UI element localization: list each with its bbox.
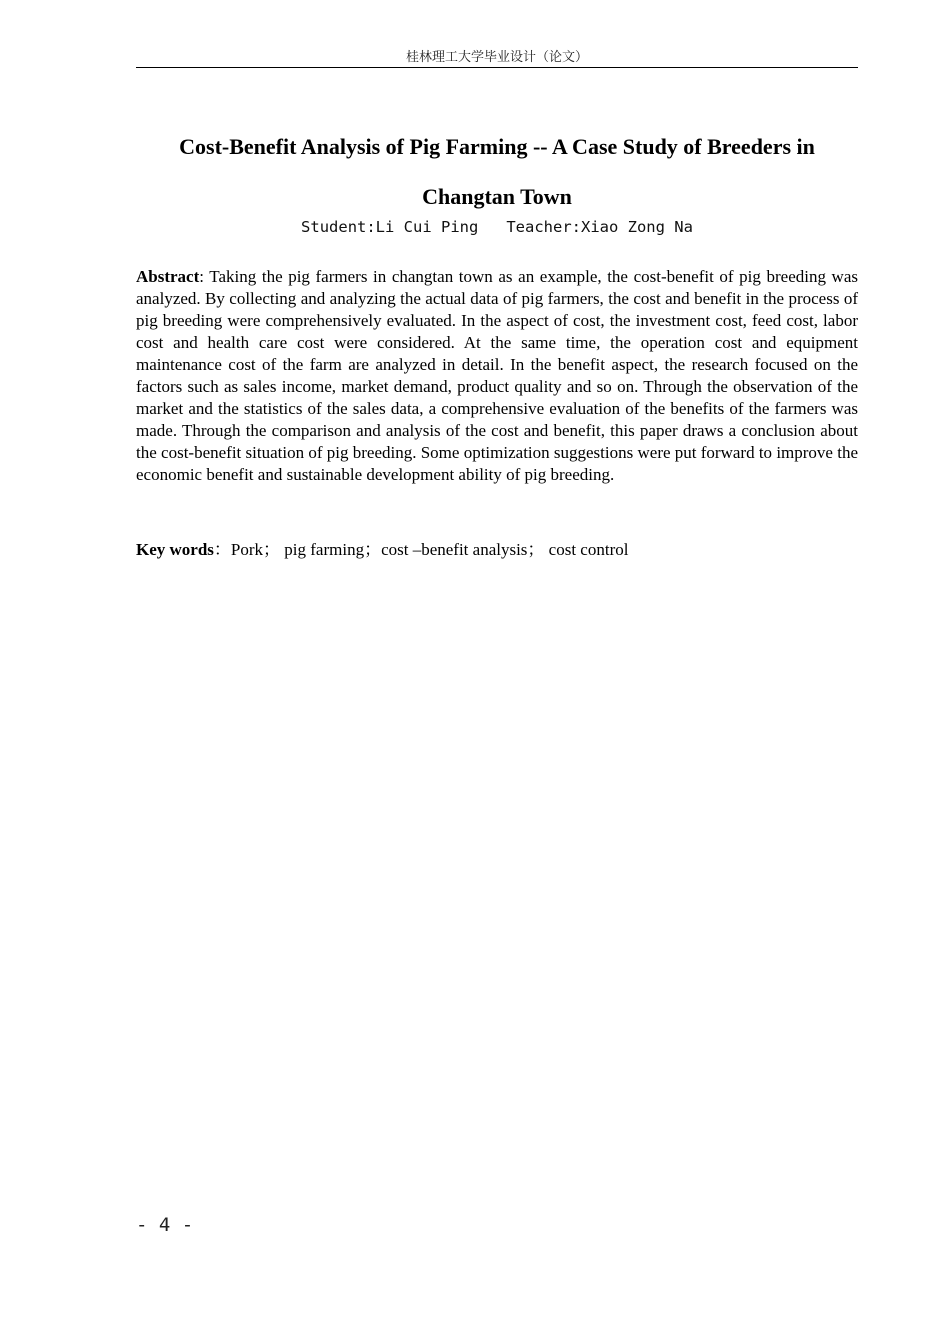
abstract-label: Abstract — [136, 267, 200, 286]
page-number: - 4 - — [136, 1214, 194, 1236]
keywords-line — [136, 539, 858, 561]
abstract-body: Taking the pig farmers in changtan town as an example, the cost-benefit of pig breeding was analyzed. By collecting and analyzing the actual data of pig farmers, the cost and benefit in the process of pig breeding were comprehensively evaluated. In the aspect of cost, the investment cost, feed cost, labor cost and health care cost were considered. At the same time, the operation cost and equipment maintenance cost of the farm are analyzed in detail. In the benefit aspect, the research focused on the factors such as sales income, market demand, product quality and so on. Through the observation of the market and the statistics of the sales data, a comprehensive evaluation of the benefits of the farmers was made. Through the comparison and analysis of the cost and benefit, this paper draws a conclusion about the cost-benefit situation of pig breeding. Some optimization suggestions were put forward to improve the economic benefit and sustainable development ability of pig breeding. — [136, 267, 858, 484]
author-byline: Student:Li Cui Ping Teacher:Xiao Zong Na — [301, 218, 693, 236]
keywords-label: Key words — [136, 540, 214, 559]
abstract-paragraph — [136, 266, 858, 486]
header-rule — [136, 67, 858, 68]
paper-title: Cost-Benefit Analysis of Pig Farming -- A Case Study of Breeders in Changtan Town — [179, 134, 815, 209]
keywords-separator: ： — [213, 540, 231, 559]
keywords-text: Pork； pig farming；cost –benefit analysis； cost control — [230, 540, 629, 559]
running-header: 桂林理工大学毕业设计（论文） — [405, 50, 588, 65]
abstract-separator: : — [199, 267, 210, 286]
